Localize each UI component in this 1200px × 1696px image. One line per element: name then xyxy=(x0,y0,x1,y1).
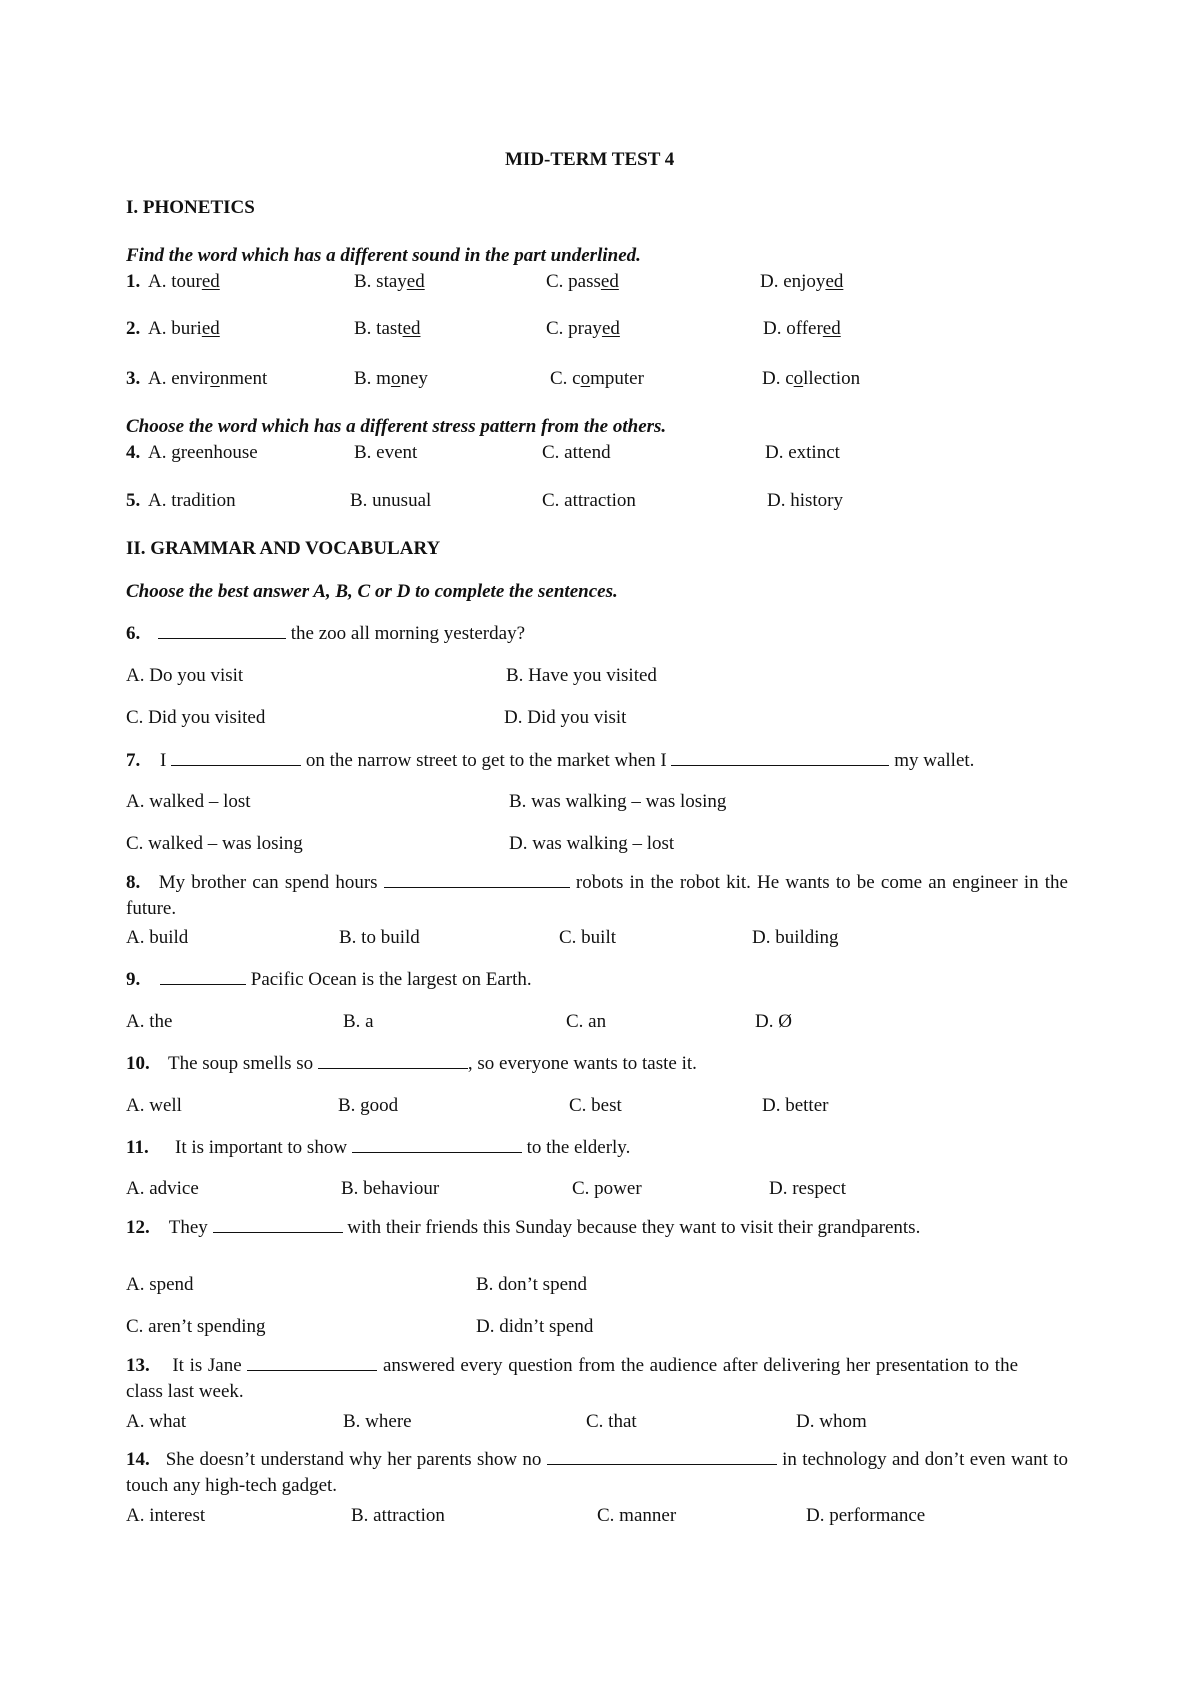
question-number: 6. xyxy=(126,623,141,644)
option-b: B. event xyxy=(354,442,418,463)
option-a: A. advice xyxy=(126,1178,199,1199)
option-c: C. prayed xyxy=(546,318,620,339)
option-b: B. good xyxy=(338,1095,399,1116)
instruction-sound: Find the word which has a different sound in the part underlined. xyxy=(126,245,641,266)
option-c: C. an xyxy=(566,1011,607,1032)
option-c: C. power xyxy=(572,1178,642,1199)
option-b: B. stayed xyxy=(354,271,425,292)
question-number: 4. xyxy=(126,442,141,463)
option-a: A. interest xyxy=(126,1505,206,1526)
option-d: D. was walking – lost xyxy=(509,833,675,854)
answer-blank xyxy=(158,624,286,639)
section-heading-grammar: II. GRAMMAR AND VOCABULARY xyxy=(126,538,441,559)
option-c: C. manner xyxy=(597,1505,677,1526)
answer-blank xyxy=(213,1218,343,1233)
option-d: D. performance xyxy=(806,1505,926,1526)
section-heading-phonetics: I. PHONETICS xyxy=(126,197,255,218)
question-number: 2. xyxy=(126,318,141,339)
option-d: D. Ø xyxy=(755,1011,792,1032)
option-c: C. best xyxy=(569,1095,622,1116)
option-b: B. Have you visited xyxy=(506,665,657,686)
option-b: B. money xyxy=(354,368,428,389)
option-d: D. Did you visit xyxy=(504,707,627,728)
option-a: A. what xyxy=(126,1411,187,1432)
option-a: A. spend xyxy=(126,1274,194,1295)
option-c: C. attend xyxy=(542,442,611,463)
option-d: D. offered xyxy=(763,318,841,339)
option-c: C. attraction xyxy=(542,490,636,511)
option-d: D. building xyxy=(752,927,839,948)
answer-blank xyxy=(352,1138,522,1153)
option-a: A. toured xyxy=(148,271,220,292)
option-b: B. unusual xyxy=(350,490,432,511)
option-c: C. built xyxy=(559,927,617,948)
option-b: B. behaviour xyxy=(341,1178,440,1199)
option-a: A. the xyxy=(126,1011,173,1032)
option-d: D. collection xyxy=(762,368,861,389)
answer-blank xyxy=(160,970,246,985)
question-text: 12. They with their friends this Sunday because they want to visit their grandparents. xyxy=(126,1217,921,1238)
option-c: C. walked – was losing xyxy=(126,833,303,854)
question-text: 13. It is Jane answered every question from the audience after delivering her presentation to the class last week. xyxy=(126,1355,1018,1402)
option-d: D. didn’t spend xyxy=(476,1316,594,1337)
option-c: C. that xyxy=(586,1411,637,1432)
option-b: B. attraction xyxy=(351,1505,445,1526)
option-b: B. to build xyxy=(339,927,420,948)
question-number: 3. xyxy=(126,368,141,389)
option-a: A. greenhouse xyxy=(148,442,258,463)
option-d: D. enjoyed xyxy=(760,271,844,292)
answer-blank xyxy=(318,1054,468,1069)
answer-blank xyxy=(547,1450,777,1465)
option-a: A. Do you visit xyxy=(126,665,244,686)
question-text: the zoo all morning yesterday? xyxy=(158,624,525,643)
option-d: D. whom xyxy=(796,1411,867,1432)
page-title: MID-TERM TEST 4 xyxy=(505,149,675,170)
option-c: C. computer xyxy=(550,368,644,389)
option-a: A. walked – lost xyxy=(126,791,251,812)
question-number: 9. xyxy=(126,969,141,990)
question-number: 10. xyxy=(126,1053,150,1074)
option-c: C. passed xyxy=(546,271,619,292)
answer-blank xyxy=(384,873,570,888)
option-c: C. Did you visited xyxy=(126,707,266,728)
option-a: A. tradition xyxy=(148,490,236,511)
option-b: B. was walking – was losing xyxy=(509,791,727,812)
question-text: The soup smells so , so everyone wants to taste it. xyxy=(168,1053,697,1074)
answer-blank xyxy=(171,751,301,766)
option-a: A. buried xyxy=(148,318,220,339)
instruction-stress: Choose the word which has a different stress pattern from the others. xyxy=(126,416,667,437)
question-text: 14. She doesn’t understand why her parents show no in technology and don’t even want to touch any high-tech gadget. xyxy=(126,1449,1069,1496)
instruction-choose: Choose the best answer A, B, C or D to complete the sentences. xyxy=(126,581,618,602)
answer-blank xyxy=(671,751,889,766)
question-text: 8. My brother can spend hours robots in the robot kit. He wants to be come an engineer in the future. xyxy=(126,872,1068,919)
question-number: 5. xyxy=(126,490,141,511)
option-b: B. a xyxy=(343,1011,374,1032)
option-a: A. build xyxy=(126,927,189,948)
option-d: D. better xyxy=(762,1095,829,1116)
option-d: D. extinct xyxy=(765,442,840,463)
option-d: D. respect xyxy=(769,1178,847,1199)
option-b: B. tasted xyxy=(354,318,421,339)
question-text: Pacific Ocean is the largest on Earth. xyxy=(160,970,532,989)
option-b: B. don’t spend xyxy=(476,1274,588,1295)
question-number: 11. xyxy=(126,1137,149,1158)
option-d: D. history xyxy=(767,490,843,511)
option-a: A. well xyxy=(126,1095,182,1116)
question-number: 7. xyxy=(126,750,141,771)
answer-blank xyxy=(247,1356,377,1371)
option-b: B. where xyxy=(343,1411,412,1432)
option-c: C. aren’t spending xyxy=(126,1316,266,1337)
question-text: I on the narrow street to get to the market when I my wallet. xyxy=(160,750,975,771)
option-a: A. environment xyxy=(148,368,268,389)
question-text: It is important to show to the elderly. xyxy=(175,1137,631,1158)
question-number: 1. xyxy=(126,271,141,292)
